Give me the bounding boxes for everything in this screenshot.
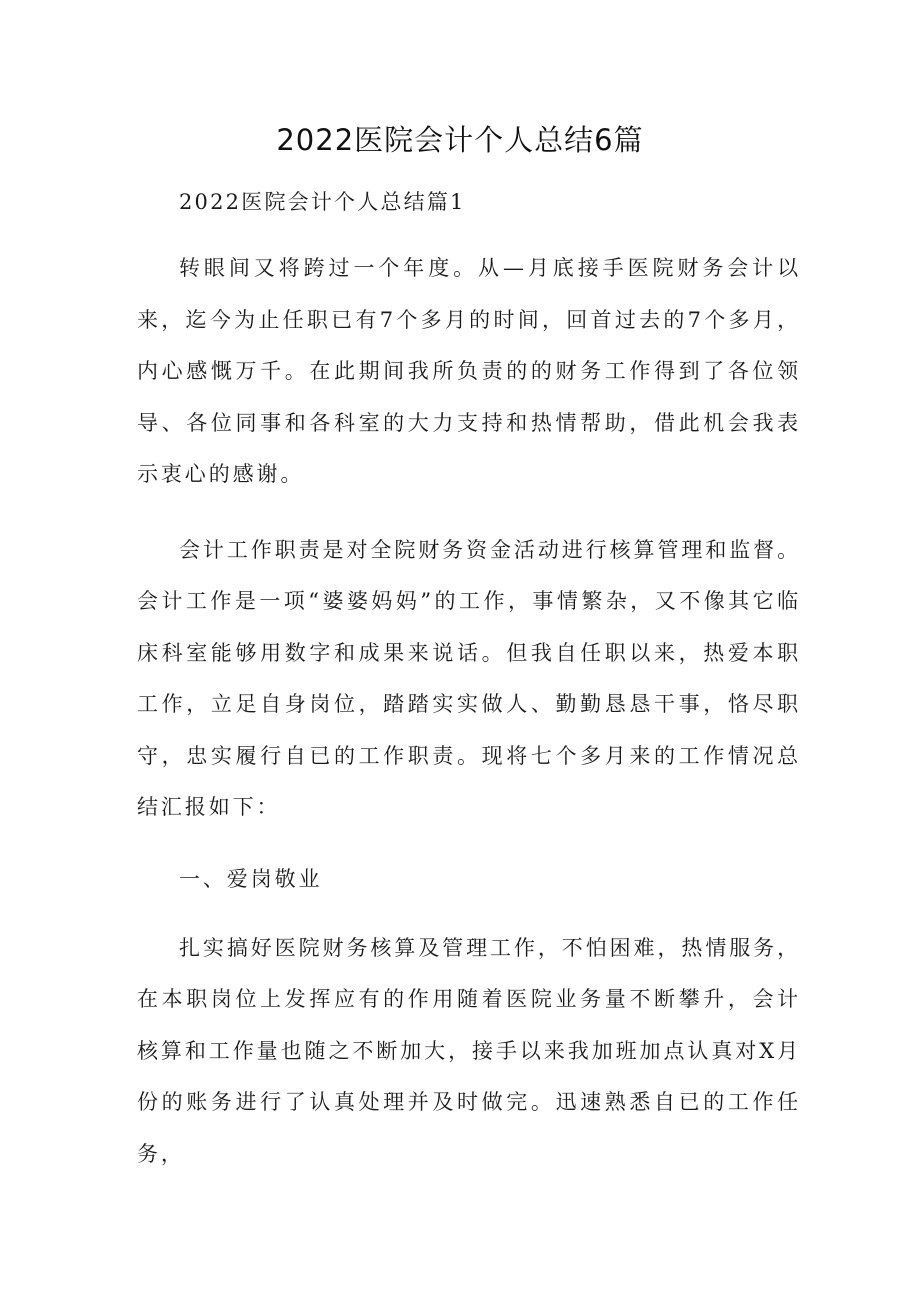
paragraph-duties: 会计工作职责是对全院财务资金活动进行核算管理和监督。会计工作是一项“婆婆妈妈”的工作，事情繁杂，又不像其它临床科室能够用数字和成果来说话。但我自任职以来，热爱本职工作，立足自身岗位，踏踏实实做人、勤勤恳恳干事，恪尽职守，忠实履行自已的工作职责。现将七个多月来的工作情况总结汇报如下： — [137, 537, 801, 819]
paragraph-intro: 转眼间又将跨过一个年度。从—月底接手医院财务会计以来，迄今为止任职已有7个多月的时间，回首过去的7个多月，内心感慨万千。在此期间我所负责的的财务工作得到了各位领导、各位同事和各科室的大力支持和热情帮助，借此机会我表示衷心的感谢。 — [137, 256, 801, 486]
document-body — [137, 182, 801, 1180]
document-title: 2022医院会计个人总结6篇 — [276, 123, 644, 157]
section-heading: 2022医院会计个人总结篇1 — [179, 190, 466, 214]
paragraph-work: 扎实搞好医院财务核算及管理工作，不怕困难，热情服务，在本职岗位上发挥应有的作用随着医院业务量不断攀升，会计核算和工作量也随之不断加大，接手以来我加班加点认真对X月份的账务进行了认真处理并及时做完。迅速熟悉自已的工作任务， — [137, 935, 801, 1166]
subheading-dedication: 一、爱岗敬业 — [179, 866, 323, 891]
